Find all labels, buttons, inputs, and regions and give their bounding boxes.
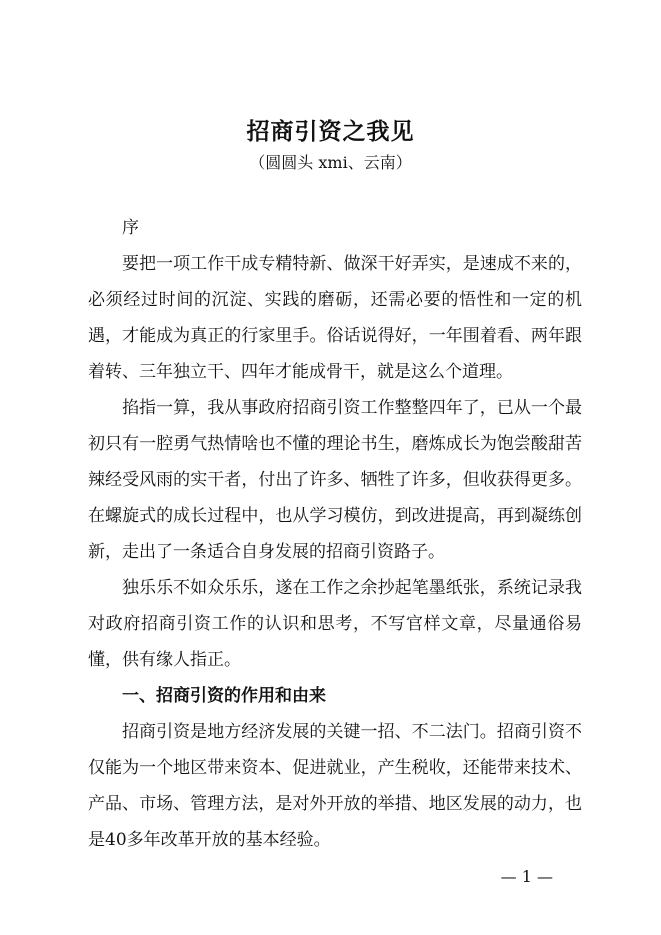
section-1-heading: 一、招商引资的作用和由来 (122, 686, 326, 706)
paragraph-3: 独乐乐不如众乐乐，遂在工作之余抄起笔墨纸张，系统记录我对政府招商引资工作的认识和思考，不写官样文章，尽量通俗易懂，供有缘人指正。 (88, 578, 582, 670)
document-title: 招商引资之我见 (246, 118, 415, 145)
paragraph-1: 要把一项工作干成专精特新、做深干好弄实，是速成不来的，必须经过时间的沉淀、实践的磨砺，还需必要的悟性和一定的机遇，才能成为真正的行家里手。俗话说得好，一年围着看、两年跟着转、三年独立干、四年才能成骨干，就是这么个道理。 (88, 254, 582, 382)
preface-heading: 序 (122, 218, 139, 238)
document-body (88, 210, 582, 858)
author-byline: （圆圆头 xmi、云南） (249, 153, 412, 172)
section-1-paragraph: 招商引资是地方经济发展的关键一招、不二法门。招商引资不仅能为一个地区带来资本、促进就业，产生税收，还能带来技术、产品、市场、管理方法，是对外开放的举措、地区发展的动力，也是40多年改革开放的基本经验。 (88, 722, 582, 850)
page-number: — 1 — (500, 867, 553, 886)
paragraph-2: 掐指一算，我从事政府招商引资工作整整四年了，已从一个最初只有一腔勇气热情啥也不懂的理论书生，磨炼成长为饱尝酸甜苦辣经受风雨的实干者，付出了许多、牺牲了许多，但收获得更多。在螺旋式的成长过程中，也从学习模仿，到改进提高，再到凝练创新，走出了一条适合自身发展的招商引资路子。 (88, 398, 582, 562)
